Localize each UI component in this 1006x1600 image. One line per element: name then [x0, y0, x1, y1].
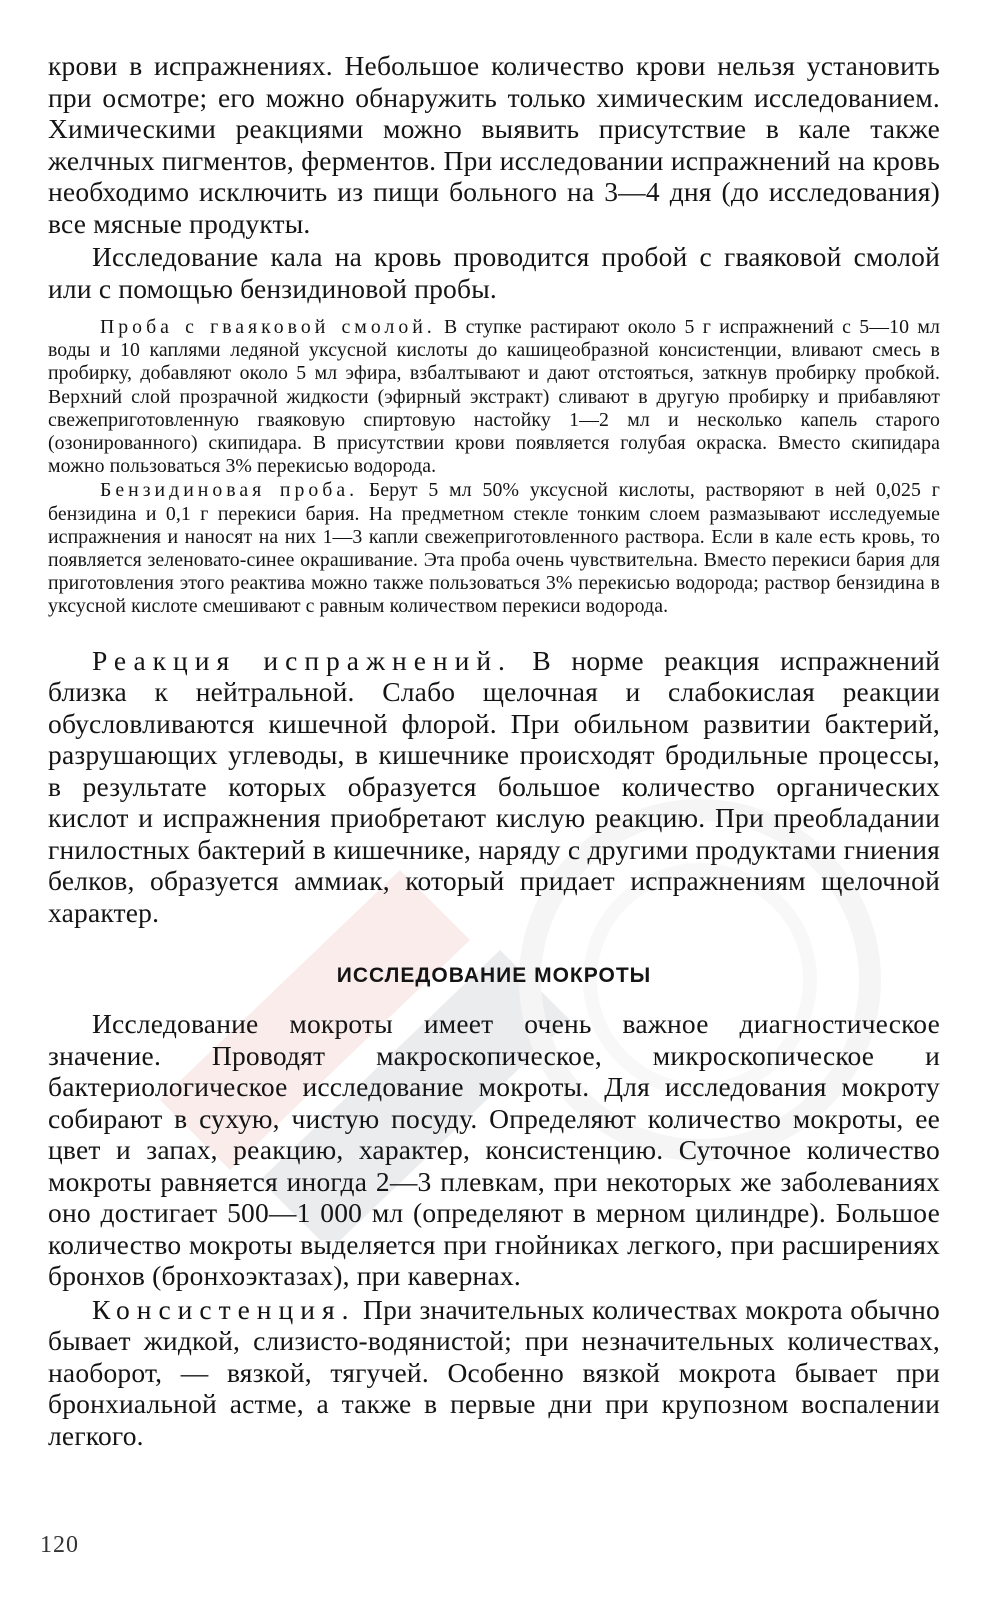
consistency-text: При значительных количествах мокрота обычно бывает жидкой, слизисто-водянистой; при незначительных количествах, наоборот, — вязкой, тягучей. Особенно вязкой мокрота бывает при бронхиальной астме, а также в первые дни при крупозном воспалении легкого.: [48, 1293, 940, 1451]
stool-reaction-text: В норме реакция испражнений близка к нейтральной. Слабо щелочная и слабокислая реакции обусловливаются кишечной флорой. При обильном развитии бактерий, разрушающих углеводы, в кишечнике происходят бродильные процессы, в результате которых образуется большое количество органических кислот и испражнения приобретают кислую реакцию. При преобладании гнилостных бактерий в кишечнике, наряду с другими продуктами гниения белков, образуется аммиак, который придает испражнениям щелочной характер.: [48, 644, 940, 928]
paragraph-blood-in-stool: крови в испражнениях. Небольшое количество крови нельзя установить при осмотре; его можно обнаружить только химическим исследованием. Химическими реакциями можно выявить присутствие в кале также желчных пигментов, ферментов. При исследовании испражнений на кровь необходимо исключить из пищи больного на 3—4 дня (до исследования) все мясные продукты.: [48, 50, 940, 239]
paragraph-sputum-study: Исследование мокроты имеет очень важное диагностическое значение. Проводят макроскопическое, микроскопическое и бактериологическое исследование мокроты. Для исследования мокроту собирают в сухую, чистую посуду. Определяют количество мокроты, ее цвет и запах, реакцию, характер, консистенцию. Суточное количество мокроты равняется иногда 2—3 плевкам, при некоторых же заболеваниях оно достигает 500—1 000 мл (определяют в мерном цилиндре). Большое количество мокроты выделяется при гнойниках легкого, при расширениях бронхов (бронхоэктазах), при кавернах.: [48, 1008, 940, 1292]
paragraph-stool-reaction: [48, 645, 940, 929]
page-number: 120: [40, 1532, 79, 1558]
benzidine-test-paragraph: [48, 479, 940, 618]
stool-reaction-title: Реакция испражнений.: [92, 644, 512, 676]
section-heading-sputum: ИССЛЕДОВАНИЕ МОКРОТЫ: [336, 964, 652, 988]
small-print-block: [48, 316, 940, 619]
guaiac-test-paragraph: [48, 316, 940, 478]
paragraph-blood-test-methods: Исследование кала на кровь проводится пробой с гваяковой смолой или с помощью бензидиновой пробы.: [48, 241, 940, 304]
benzidine-test-text: Берут 5 мл 50% уксусной кислоты, растворяют в ней 0,025 г бензидина и 0,1 г перекиси бария. На предметном стекле тонким слоем размазывают исследуемые испражнения и наносят на них 1—3 капли свежеприготовленного раствора. Если в кале есть кровь, то появляется зеленовато-синее окрашивание. Эта проба очень чувствительна. Вместо перекиси бария для приготовления этого реактива можно также пользоваться 3% перекисью водорода; раствор бензидина в уксусной кислоте смешивают с равным количеством перекиси водорода.: [48, 479, 940, 618]
book-page: [48, 50, 940, 1451]
guaiac-test-text: В ступке растирают около 5 г испражнений с 5—10 мл воды и 10 каплями ледяной уксусной кислоты до кашицеобразной консистенции, вливают смесь в пробирку, добавляют около 5 мл эфира, взбалтывают и дают отстояться, заткнув пробирку пробкой. Верхний слой прозрачной жидкости (эфирный экстракт) сливают в другую пробирку и прибавляют свежеприготовленную гваяковую спиртовую настойку 1—2 мл и несколько капель старого (озонированного) скипидара. В присутствии крови появляется голубая окраска. Вместо скипидара можно пользоваться 3% перекисью водорода.: [48, 316, 940, 478]
consistency-title: Консистенция.: [92, 1293, 356, 1325]
guaiac-test-title: Проба с гваяковой смолой.: [100, 316, 436, 338]
paragraph-consistency: [48, 1294, 940, 1452]
benzidine-test-title: Бензидиновая проба.: [100, 479, 359, 502]
